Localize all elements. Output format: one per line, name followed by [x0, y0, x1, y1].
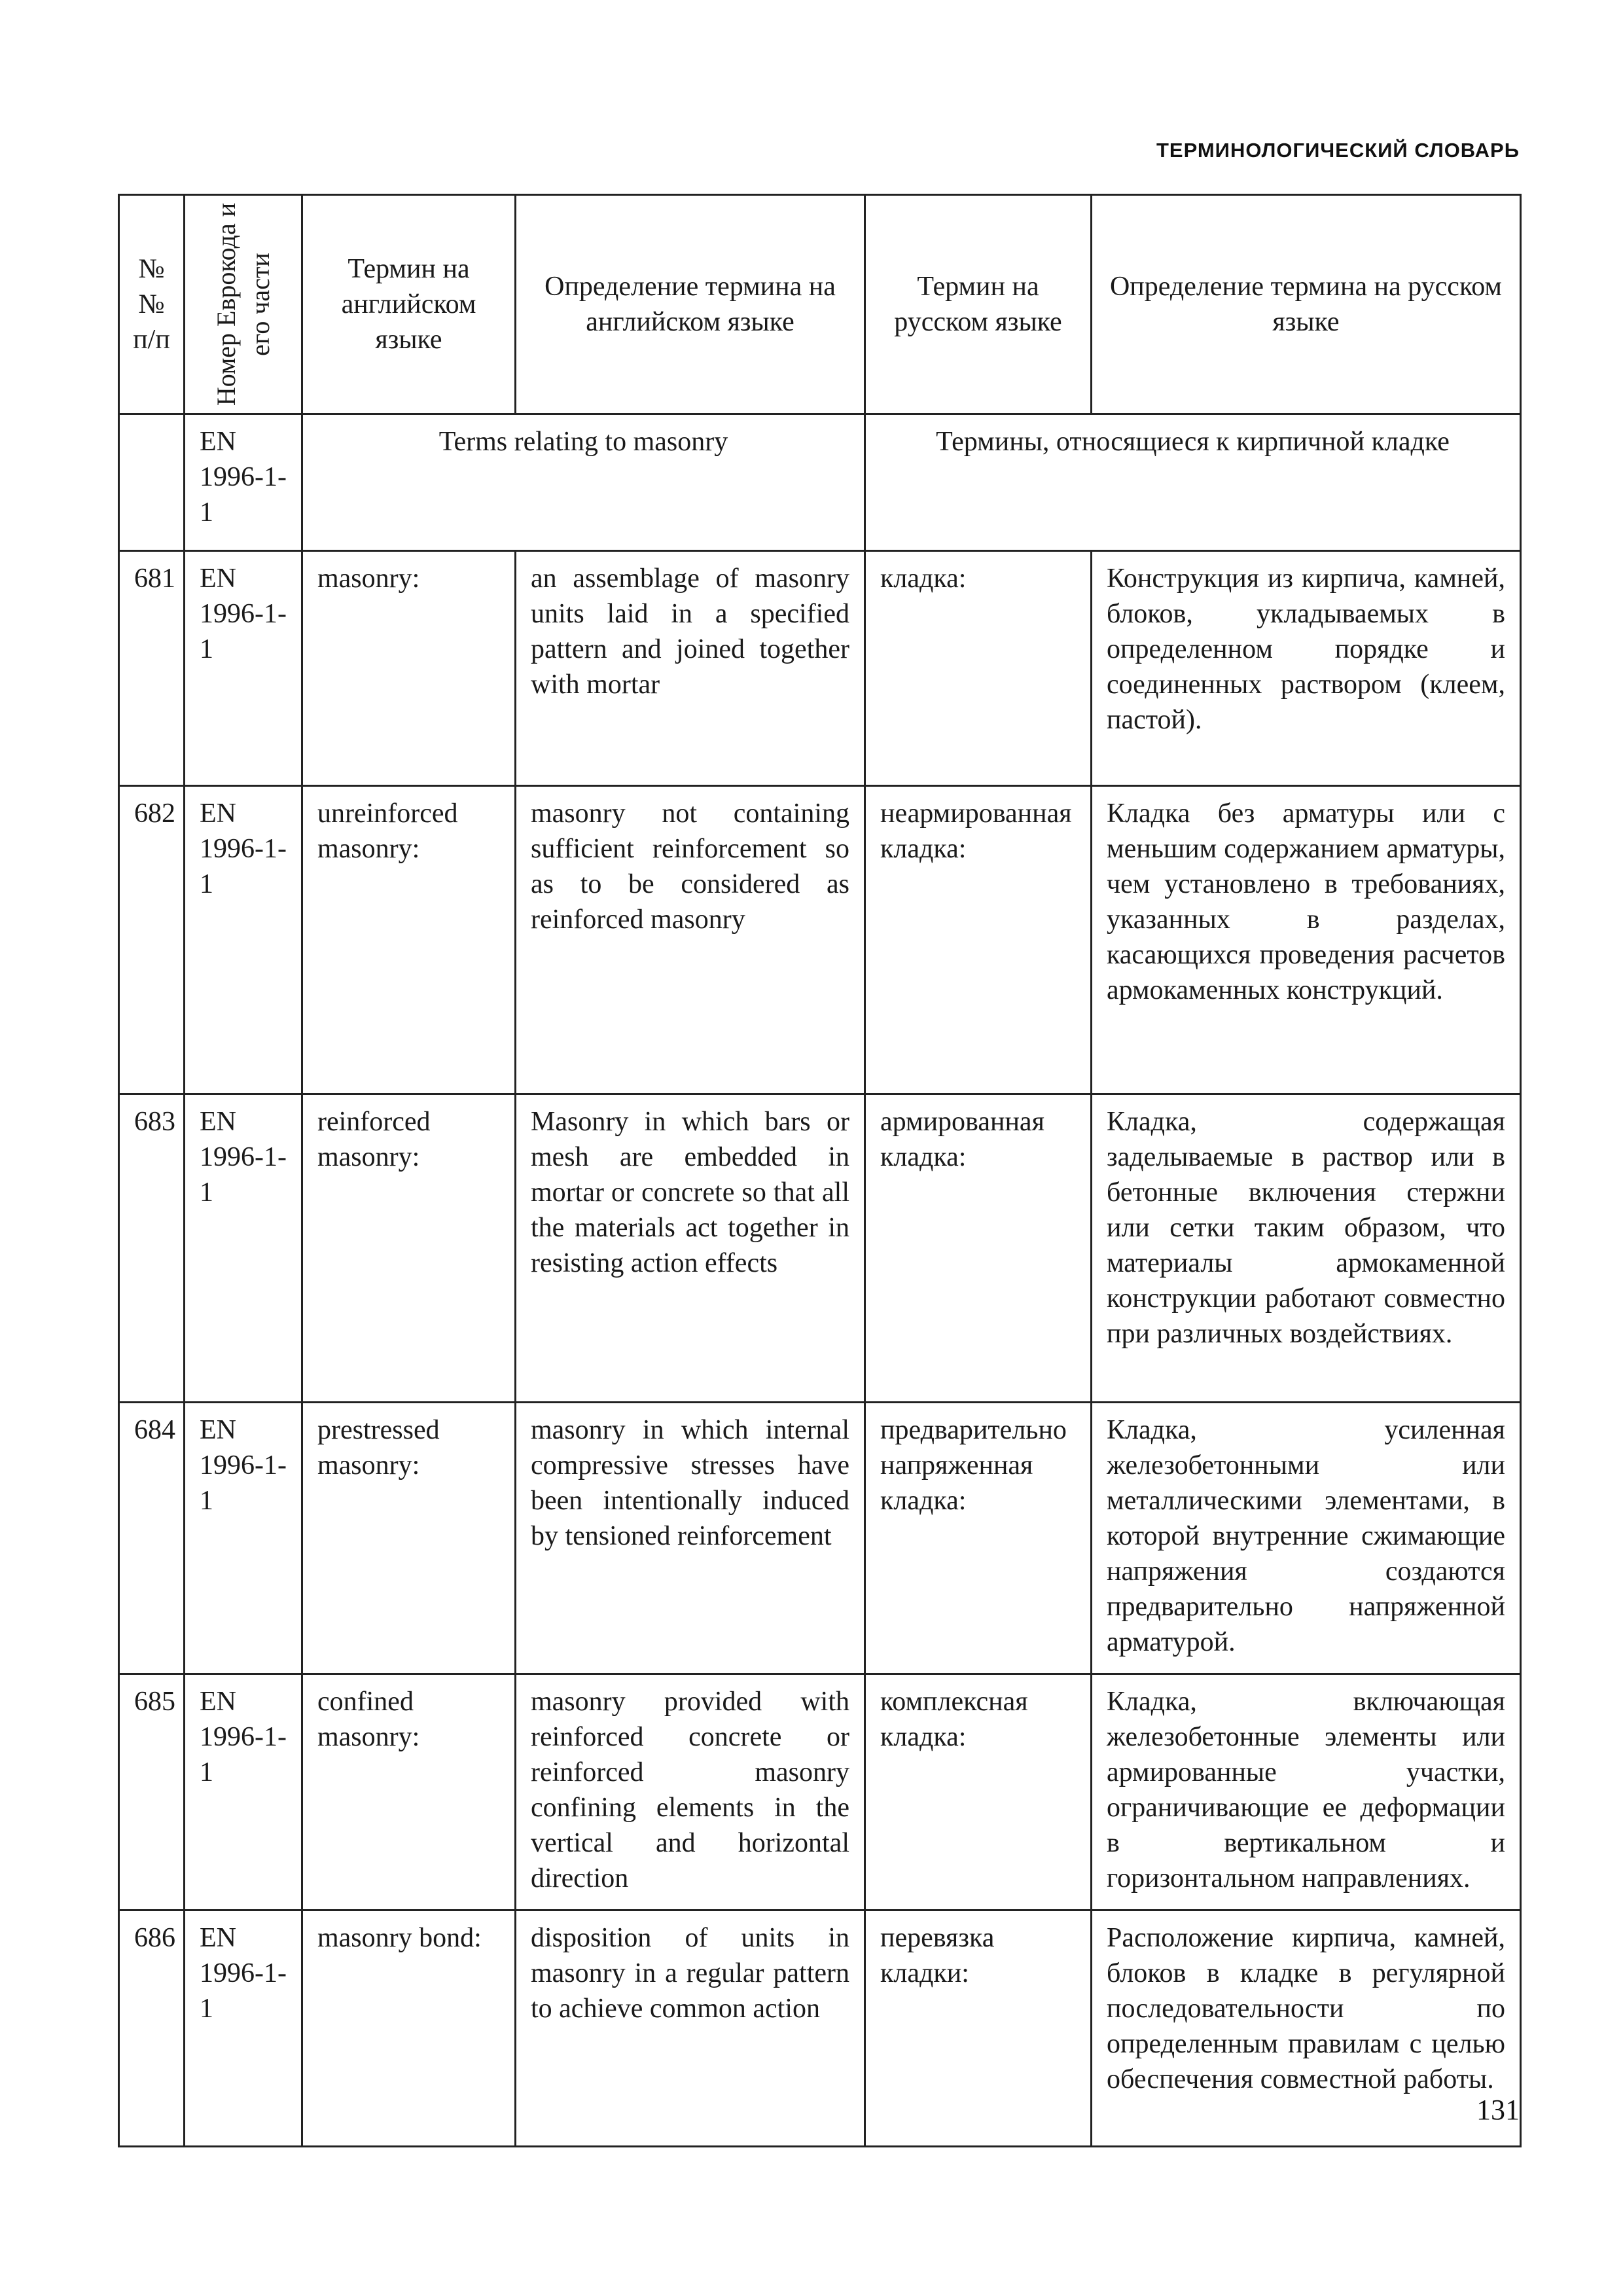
term-ru: комплексная кладка: [865, 1674, 1092, 1910]
term-en: masonry: [302, 551, 516, 786]
term-ru: кладка: [865, 551, 1092, 786]
definition-ru: Расположение кирпича, камней, блоков в кладке в регулярной последовательности по определенным правилам с целью обеспечения совместной работы. [1092, 1910, 1521, 2147]
table-row [119, 1403, 1521, 1674]
table-header-row [119, 195, 1521, 414]
definition-ru: Конструкция из кирпича, камней, блоков, укладываемых в определенном порядке и соединенных раствором (клеем, пастой). [1092, 551, 1521, 786]
row-eurocode: EN 1996-1-1 [185, 786, 302, 1094]
running-header: ТЕРМИНОЛОГИЧЕСКИЙ СЛОВАРЬ [1156, 139, 1520, 162]
column-header-definition-en: Определение термина на английском языке [516, 195, 865, 414]
definition-en: Masonry in which bars or mesh are embedded in mortar or concrete so that all the materials act together in resisting action effects [516, 1094, 865, 1403]
column-header-term-ru: Термин на русском языке [865, 195, 1092, 414]
row-eurocode: EN 1996-1-1 [185, 1910, 302, 2147]
term-ru: неармированная кладка: [865, 786, 1092, 1094]
table-row [119, 786, 1521, 1094]
term-ru: перевязка кладки: [865, 1910, 1092, 2147]
table-row [119, 551, 1521, 786]
row-eurocode: EN 1996-1-1 [185, 1094, 302, 1403]
term-en: unreinforced masonry: [302, 786, 516, 1094]
row-eurocode: EN 1996-1-1 [185, 1403, 302, 1674]
table-row [119, 1094, 1521, 1403]
definition-ru: Кладка, включающая железобетонные элементы или армированные участки, ограничивающие ее деформации в вертикальном и горизонтальном направлениях. [1092, 1674, 1521, 1910]
row-eurocode: EN 1996-1-1 [185, 1674, 302, 1910]
definition-en: masonry provided with reinforced concrete or reinforced masonry confining elements in the vertical and horizontal direction [516, 1674, 865, 1910]
glossary-table [118, 194, 1522, 2147]
term-ru: предварительно напряженная кладка: [865, 1403, 1092, 1674]
table-row [119, 1910, 1521, 2147]
row-number: 684 [119, 1403, 185, 1674]
row-number: 683 [119, 1094, 185, 1403]
column-header-eurocode-label: Номер Еврокода и его части [211, 202, 275, 406]
row-number: 685 [119, 1674, 185, 1910]
term-en: reinforced masonry: [302, 1094, 516, 1403]
definition-ru: Кладка, содержащая заделываемые в раствор или в бетонные включения стержни или сетки таким образом, что материалы армокаменной конструкции работают совместно при различных воздействиях. [1092, 1094, 1521, 1403]
row-number: 686 [119, 1910, 185, 2147]
section-code: EN 1996-1-1 [185, 414, 302, 551]
column-header-term-en: Термин на английском языке [302, 195, 516, 414]
page-number: 131 [1476, 2094, 1520, 2126]
row-number: 681 [119, 551, 185, 786]
column-header-eurocode [185, 195, 302, 414]
definition-en: disposition of units in masonry in a regular pattern to achieve common action [516, 1910, 865, 2147]
term-ru: армированная кладка: [865, 1094, 1092, 1403]
column-header-definition-ru: Определение термина на русском языке [1092, 195, 1521, 414]
definition-ru: Кладка, усиленная железобетонными или металлическими элементами, в которой внутренние сжимающие напряжения создаются предварительно напряженной арматурой. [1092, 1403, 1521, 1674]
definition-ru: Кладка без арматуры или с меньшим содержанием арматуры, чем установлено в требованиях, указанных в разделах, касающихся проведения расчетов армокаменных конструкций. [1092, 786, 1521, 1094]
section-title-en: Terms relating to masonry [302, 414, 865, 551]
definition-en: masonry not containing sufficient reinforcement so as to be considered as reinforced masonry [516, 786, 865, 1094]
term-en: confined masonry: [302, 1674, 516, 1910]
term-en: masonry bond: [302, 1910, 516, 2147]
column-header-number: №№ п/п [119, 195, 185, 414]
definition-en: masonry in which internal compressive stresses have been intentionally induced by tensioned reinforcement [516, 1403, 865, 1674]
term-en: prestressed masonry: [302, 1403, 516, 1674]
section-num-cell [119, 414, 185, 551]
section-title-ru: Термины, относящиеся к кирпичной кладке [865, 414, 1521, 551]
row-eurocode: EN 1996-1-1 [185, 551, 302, 786]
section-row [119, 414, 1521, 551]
table-row [119, 1674, 1521, 1910]
definition-en: an assemblage of masonry units laid in a specified pattern and joined together with mortar [516, 551, 865, 786]
row-number: 682 [119, 786, 185, 1094]
